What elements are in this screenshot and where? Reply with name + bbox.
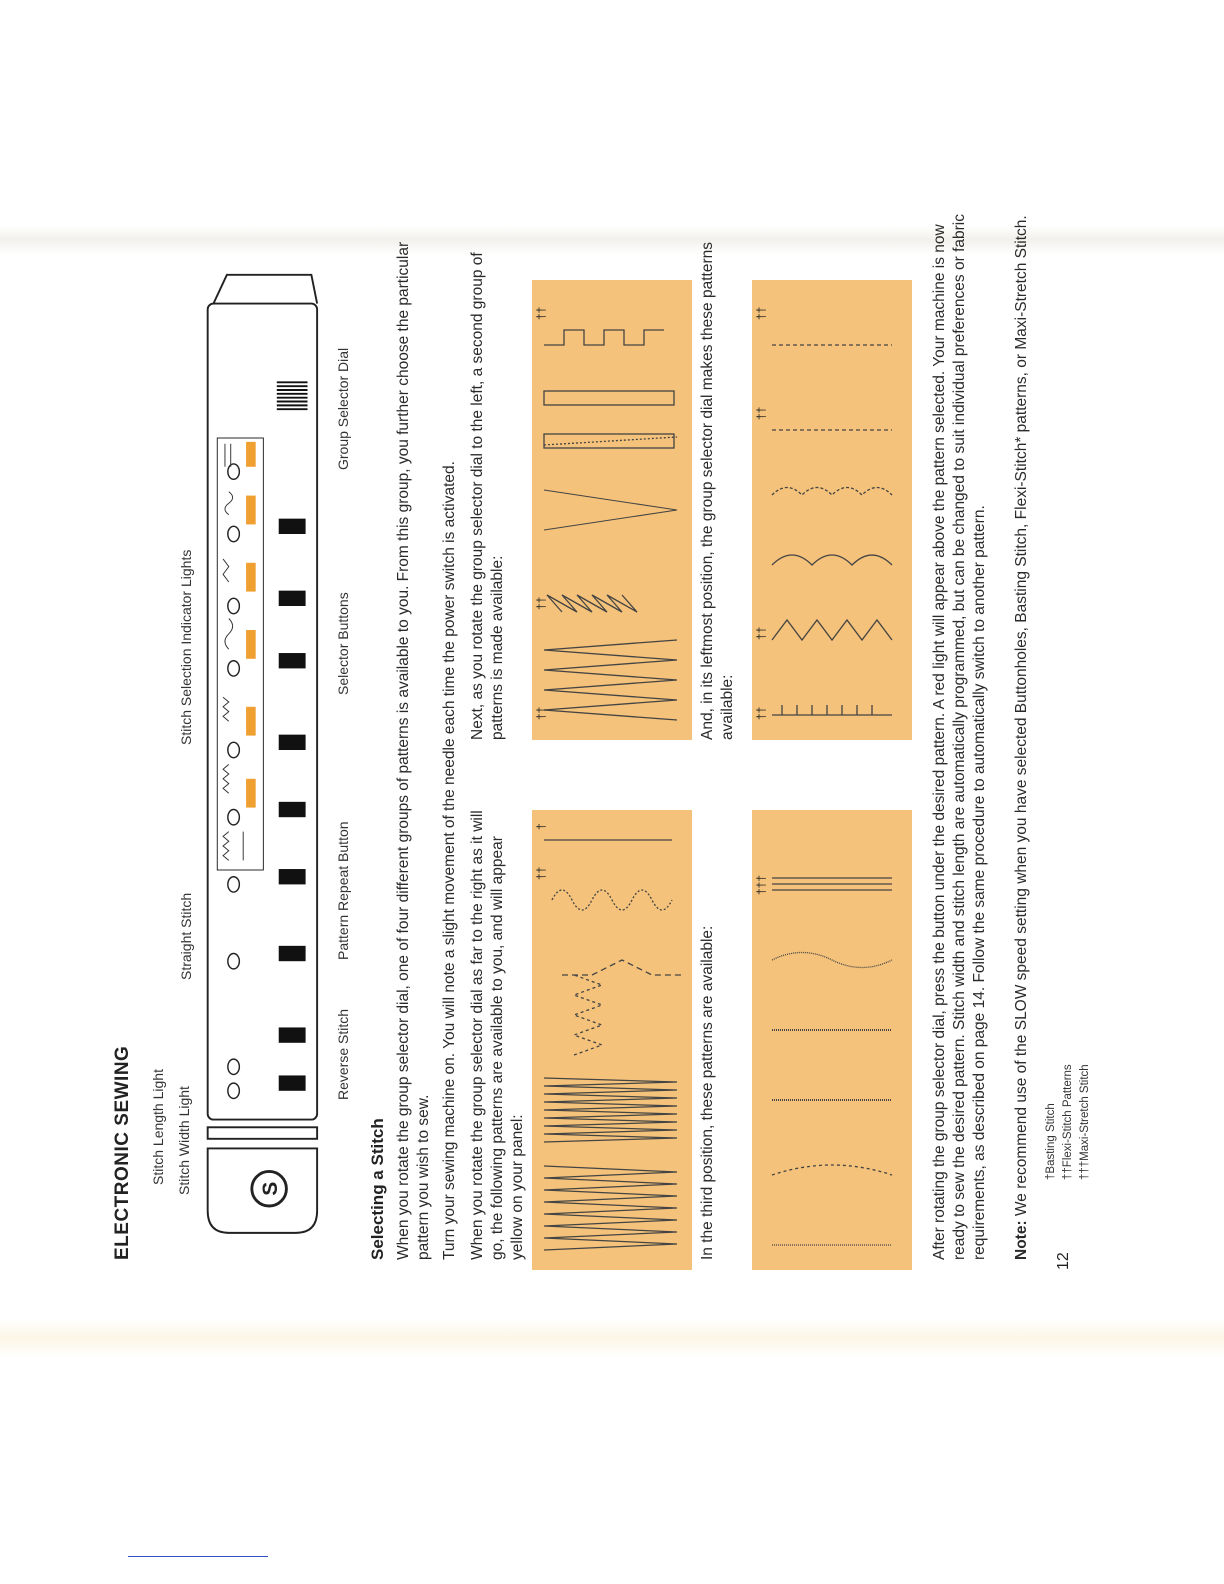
pattern-box-group-1 (532, 810, 692, 1270)
footnote-flexi: ††Flexi-Stitch Patterns (1062, 1064, 1074, 1180)
group-selector-dial-icon (277, 382, 308, 409)
pattern-box-group-2 (532, 280, 692, 740)
page-title: ELECTRONIC SEWING (112, 1045, 133, 1260)
note-text: We recommend use of the SLOW speed setting when you have selected Buttonholes, Basting Stitch, Flexi-Stitch* patterns, or Maxi-Stretch Stitch. (1013, 215, 1030, 1217)
footnote-basting: †Basting Stitch (1045, 1103, 1057, 1180)
paragraph-group-second: Next, as you rotate the group selector dial to the left, a second group of patterns is made available: (469, 252, 506, 740)
label-selector-buttons: Selector Buttons (335, 592, 351, 695)
mark-double-group2-a: †† (534, 706, 548, 720)
mark-double-group1-a: †† (534, 866, 548, 880)
paragraph-group-right: When you rotate the group selector dial as far to the right as it will go, the following patterns are available to you, and will appear yellow on your panel: (469, 810, 526, 1260)
pattern-box-group-3 (752, 810, 912, 1270)
mark-double-group2-b: †† (534, 596, 548, 610)
pattern-group-2-stitches (532, 280, 692, 740)
label-group-selector-dial: Group Selector Dial (335, 347, 351, 470)
note-paragraph (1012, 210, 1032, 1260)
singer-logo-icon (252, 1171, 287, 1206)
label-stitch-selection-indicator-lights: Stitch Selection Indicator Lights (178, 549, 194, 745)
label-straight-stitch: Straight Stitch (178, 892, 194, 980)
mark-single-group1: † (534, 823, 548, 830)
paragraph-power-on: Turn your sewing machine on. You will note a slight movement of the needle each time the power switch is activated. (441, 461, 458, 1260)
pattern-group-4-stitches (752, 280, 912, 740)
control-panel-illustration (200, 245, 320, 1255)
section-heading: Selecting a Stitch (368, 1118, 387, 1260)
paragraph-leftmost-position: And, in its leftmost position, the group selector dial makes these patterns available: (699, 242, 736, 740)
paragraph-after-rotating: After rotating the group selector dial, press the button under the desired pattern. A red light will appear above the pattern selected. Your machine is now ready to sew the desired pattern. Stitch width and stitch length are automatically programmed, but can be changed to suit individual preferences or fabric requirements, as described on page 14. Follow the same procedure to automatically switch to another pattern. (931, 214, 988, 1260)
mark-double-group4-a: †† (754, 706, 768, 720)
label-reverse-stitch: Reverse Stitch (335, 1008, 351, 1100)
pattern-group-3-stitches (752, 810, 912, 1270)
label-stitch-width-light: Stitch Width Light (176, 1086, 192, 1195)
label-stitch-length-light: Stitch Length Light (150, 1069, 166, 1185)
mark-double-group4-d: †† (754, 306, 768, 320)
rotated-page (100, 210, 1100, 1270)
scan-edge-bottom (0, 1318, 1224, 1358)
page-number: 12 (1055, 1252, 1072, 1270)
paragraph-groups: When you rotate the group selector dial, one of four different groups of patterns is available to you. From this group, you further choose the particular pattern you wish to sew. (395, 241, 432, 1260)
mark-double-group4-c: †† (754, 406, 768, 420)
mark-double-group2-c: †† (534, 306, 548, 320)
paragraph-third-position: In the third position, these patterns are available: (699, 925, 716, 1260)
pattern-box-group-4 (752, 280, 912, 740)
footnote-maxi: †††Maxi-Stretch Stitch (1079, 1064, 1091, 1180)
pattern-group-1-stitches (532, 810, 692, 1270)
note-label: Note: (1013, 1220, 1030, 1260)
page-underline (128, 1556, 268, 1557)
mark-triple-group3: ††† (754, 874, 768, 895)
label-pattern-repeat-button: Pattern Repeat Button (335, 821, 351, 960)
svg-text:S: S (258, 1181, 282, 1196)
mark-double-group4-b: †† (754, 626, 768, 640)
